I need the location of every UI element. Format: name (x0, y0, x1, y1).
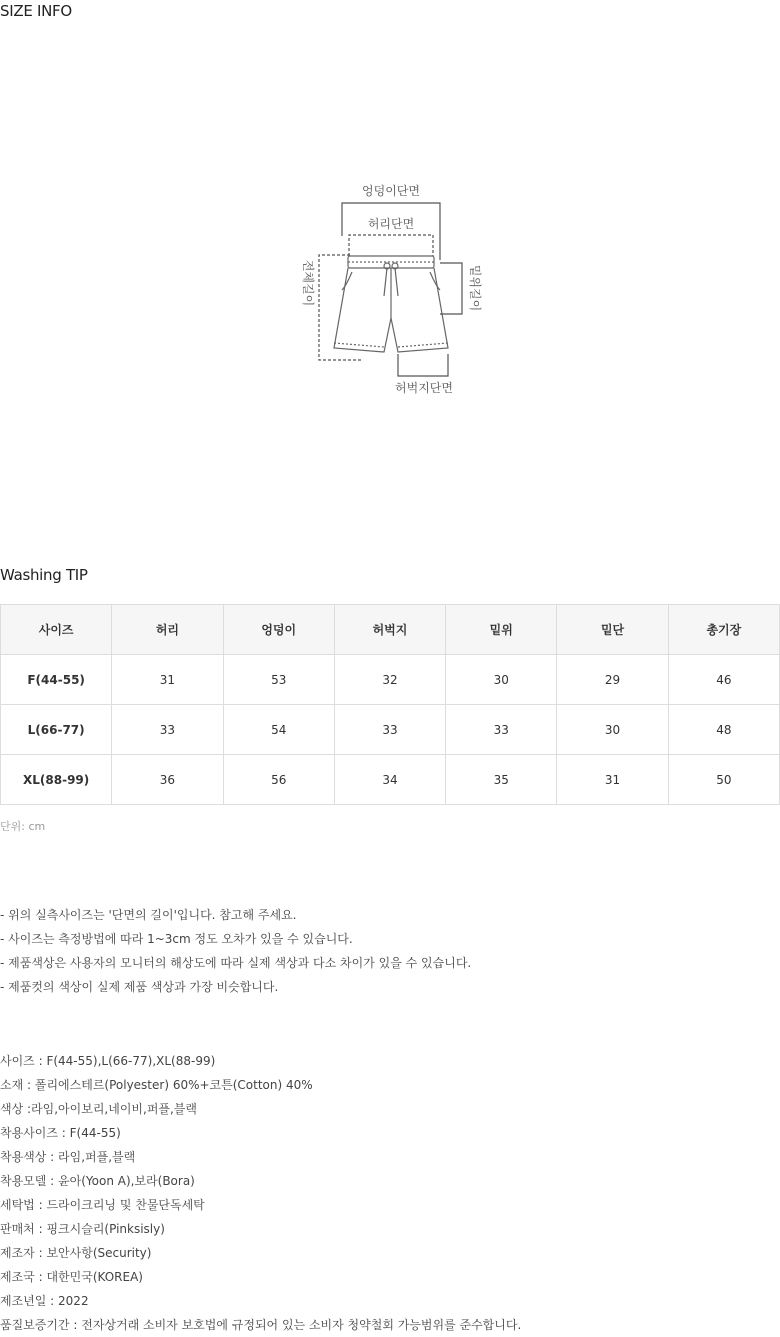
info-worn-color: 착용색상 : 라임,퍼플,블랙 (0, 1150, 136, 1164)
table-cell: 29 (557, 655, 668, 705)
header-hip: 엉덩이 (223, 605, 334, 655)
table-cell: 30 (557, 705, 668, 755)
header-total-length: 총기장 (668, 605, 779, 655)
table-cell: 35 (446, 755, 557, 805)
table-cell: 33 (334, 705, 445, 755)
hip-measure-line (342, 203, 440, 260)
header-hem: 밑단 (557, 605, 668, 655)
info-washing: 세탁법 : 드라이크리닝 및 찬물단독세탁 (0, 1198, 205, 1212)
info-country: 제조국 : 대한민국(KOREA) (0, 1270, 143, 1284)
info-manufacturer: 제조자 : 보안사항(Security) (0, 1246, 152, 1260)
table-cell: 33 (112, 705, 223, 755)
waist-label: 허리단면 (367, 217, 415, 231)
rise-label: 밑위길이 (468, 264, 482, 312)
table-cell: 33 (446, 705, 557, 755)
table-cell: 53 (223, 655, 334, 705)
table-cell: 46 (668, 655, 779, 705)
table-row (1, 705, 780, 755)
note-line: - 제품컷의 색상이 실제 제품 색상과 가장 비슷합니다. (0, 980, 279, 994)
info-color: 색상 :라임,아이보리,네이비,퍼플,블랙 (0, 1102, 197, 1116)
size-table (0, 604, 780, 805)
row-size: F(44-55) (1, 655, 112, 705)
washing-tip-heading: Washing TIP (0, 566, 88, 584)
info-worn-size: 착용사이즈 : F(44-55) (0, 1126, 121, 1140)
table-cell: 31 (557, 755, 668, 805)
shorts-size-diagram (290, 178, 490, 408)
table-cell: 50 (668, 755, 779, 805)
waist-measure-line (349, 235, 433, 256)
rise-measure-line (440, 263, 462, 314)
table-cell: 32 (334, 655, 445, 705)
info-model: 착용모델 : 윤아(Yoon A),보라(Bora) (0, 1174, 195, 1188)
table-cell: 48 (668, 705, 779, 755)
hip-label: 엉덩이단면 (362, 184, 420, 198)
header-thigh: 허벅지 (334, 605, 445, 655)
thigh-measure-line (398, 354, 448, 376)
header-size: 사이즈 (1, 605, 112, 655)
info-warranty: 품질보증기간 : 전자상거래 소비자 보호법에 규정되어 있는 소비자 청약철회 가능범위를 준수합니다. (0, 1318, 522, 1332)
info-material: 소재 : 폴리에스테르(Polyester) 60%+코튼(Cotton) 40% (0, 1078, 313, 1092)
table-cell: 31 (112, 655, 223, 705)
shorts-illustration (334, 256, 448, 352)
row-size: XL(88-99) (1, 755, 112, 805)
info-size: 사이즈 : F(44-55),L(66-77),XL(88-99) (0, 1054, 216, 1068)
table-cell: 34 (334, 755, 445, 805)
thigh-label: 허벅지단면 (395, 381, 453, 395)
header-waist: 허리 (112, 605, 223, 655)
unit-label: 단위: cm (0, 820, 46, 833)
table-row (1, 655, 780, 705)
table-row (1, 755, 780, 805)
table-cell: 54 (223, 705, 334, 755)
note-line: - 위의 실측사이즈는 '단면의 길이'입니다. 참고해 주세요. (0, 908, 297, 922)
note-line: - 제품색상은 사용자의 모니터의 해상도에 따라 실제 색상과 다소 차이가 있을 수 있습니다. (0, 956, 472, 970)
size-info-heading: SIZE INFO (0, 2, 72, 20)
header-rise: 밑위 (446, 605, 557, 655)
table-cell: 56 (223, 755, 334, 805)
table-header-row (1, 605, 780, 655)
info-year: 제조년일 : 2022 (0, 1294, 89, 1308)
table-cell: 36 (112, 755, 223, 805)
row-size: L(66-77) (1, 705, 112, 755)
note-line: - 사이즈는 측정방법에 따라 1~3cm 정도 오차가 있을 수 있습니다. (0, 932, 353, 946)
total-length-label: 전체길이 (301, 259, 315, 307)
info-seller: 판매처 : 핑크시슬리(Pinksisly) (0, 1222, 165, 1236)
table-cell: 30 (446, 655, 557, 705)
